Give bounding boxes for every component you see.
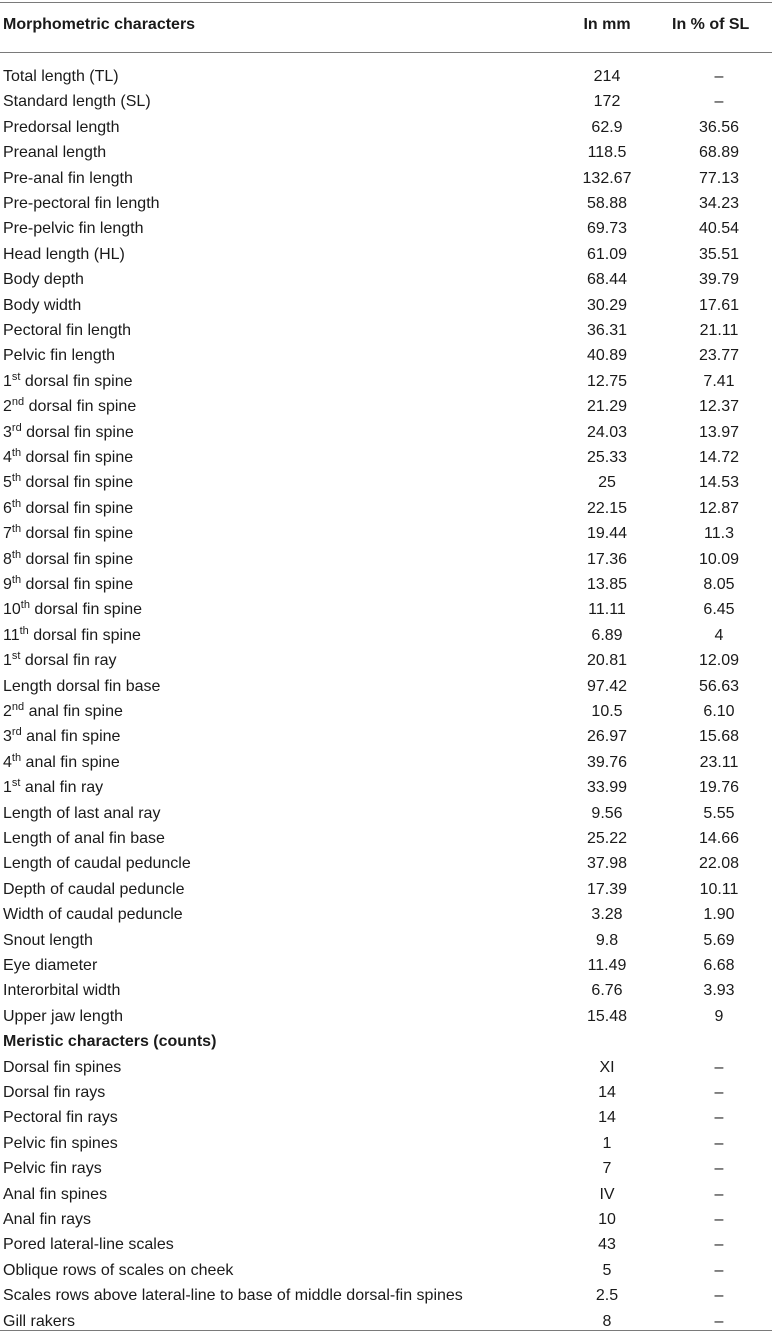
table-row bbox=[0, 470, 772, 495]
table-row bbox=[0, 521, 772, 546]
value-mm: 15.48 bbox=[586, 1007, 628, 1025]
value-pct-sl: 13.97 bbox=[698, 423, 740, 441]
ordinal-suffix: nd bbox=[11, 701, 25, 713]
ordinal-number: 2 bbox=[3, 703, 12, 720]
value-mm: 21.29 bbox=[586, 398, 628, 416]
label-text: dorsal fin spine bbox=[28, 626, 141, 644]
row-label: Eye diameter bbox=[3, 957, 98, 974]
value-pct-sl: 14.72 bbox=[698, 449, 740, 466]
value-pct-sl: 11.3 bbox=[704, 525, 734, 543]
value-pct-sl: – bbox=[714, 1109, 724, 1127]
label-text: dorsal fin spine bbox=[24, 398, 137, 416]
label-text: dorsal fin spine bbox=[21, 499, 134, 517]
label-text: dorsal fin spine bbox=[20, 372, 133, 390]
row-label bbox=[3, 597, 142, 622]
value-pct-sl: 1.90 bbox=[703, 906, 735, 924]
table-top-rule bbox=[0, 2, 772, 3]
row-label: Interorbital width bbox=[3, 982, 121, 1000]
row-label: Length dorsal fin base bbox=[3, 677, 161, 695]
value-pct-sl: 15.68 bbox=[698, 728, 740, 746]
value-pct-sl: 68.89 bbox=[698, 144, 740, 162]
table-row bbox=[0, 318, 772, 343]
value-pct-sl: – bbox=[714, 1287, 724, 1305]
table-row bbox=[0, 1004, 772, 1029]
row-label: Anal fin spines bbox=[3, 1185, 108, 1203]
label-text: dorsal fin spine bbox=[21, 525, 134, 543]
label-text: dorsal fin spine bbox=[21, 576, 134, 593]
ordinal-suffix: th bbox=[11, 548, 22, 561]
value-mm: 68.44 bbox=[586, 271, 628, 289]
value-mm: 6.89 bbox=[591, 626, 623, 644]
value-pct-sl: 35.51 bbox=[698, 245, 740, 263]
row-label bbox=[3, 750, 120, 775]
table-row bbox=[0, 1182, 772, 1207]
value-pct-sl: – bbox=[714, 1211, 724, 1228]
row-label: Pre-pelvic fin length bbox=[3, 220, 144, 238]
value-pct-sl: – bbox=[714, 1236, 724, 1254]
table-row bbox=[0, 902, 772, 927]
table-header-rule bbox=[0, 52, 772, 53]
value-pct-sl: 40.54 bbox=[698, 220, 740, 238]
ordinal-number: 8 bbox=[3, 550, 12, 568]
value-mm: 11.11 bbox=[588, 601, 626, 619]
ordinal-number: 5 bbox=[3, 474, 12, 492]
value-mm: 25 bbox=[598, 474, 616, 492]
value-mm: 17.36 bbox=[586, 550, 628, 568]
value-pct-sl: 5.69 bbox=[703, 931, 735, 949]
table-row bbox=[0, 140, 772, 165]
value-pct-sl: – bbox=[714, 1160, 724, 1178]
row-label bbox=[3, 445, 133, 470]
table-row bbox=[0, 547, 772, 572]
row-label: Pectoral fin rays bbox=[3, 1109, 118, 1127]
table-row bbox=[0, 978, 772, 1003]
row-label: Length of caudal peduncle bbox=[3, 855, 191, 873]
value-mm: 58.88 bbox=[586, 195, 628, 212]
label-text: dorsal fin spine bbox=[21, 449, 134, 466]
table-row bbox=[0, 750, 772, 775]
header-in-mm: In mm bbox=[583, 16, 631, 33]
ordinal-suffix: th bbox=[19, 624, 29, 637]
table-row bbox=[0, 1207, 772, 1232]
table-row bbox=[0, 1105, 772, 1130]
value-pct-sl: 12.37 bbox=[698, 398, 740, 416]
table-row bbox=[0, 877, 772, 902]
value-mm: 8 bbox=[602, 1312, 612, 1330]
table-row bbox=[0, 623, 772, 648]
row-label: Pelvic fin spines bbox=[3, 1134, 118, 1152]
row-label bbox=[3, 648, 117, 673]
value-pct-sl: 39.79 bbox=[698, 271, 740, 289]
label-text: anal fin spine bbox=[21, 728, 121, 746]
ordinal-suffix: st bbox=[11, 777, 21, 790]
row-label: Pre-anal fin length bbox=[3, 169, 133, 187]
ordinal-suffix: th bbox=[11, 574, 22, 586]
value-pct-sl: 17.61 bbox=[698, 296, 740, 314]
table-row bbox=[0, 445, 772, 470]
label-text: dorsal fin spine bbox=[21, 423, 134, 441]
table-row bbox=[0, 216, 772, 241]
value-pct-sl: 21.11 bbox=[699, 322, 739, 339]
table-row bbox=[0, 394, 772, 419]
row-label: Oblique rows of scales on cheek bbox=[3, 1261, 234, 1279]
label-text: dorsal fin ray bbox=[20, 652, 117, 670]
value-pct-sl: 14.66 bbox=[698, 830, 740, 847]
row-label: Width of caudal peduncle bbox=[3, 906, 183, 924]
row-label: Length of anal fin base bbox=[3, 830, 165, 847]
value-mm: 36.31 bbox=[586, 322, 628, 339]
row-label: Predorsal length bbox=[3, 118, 120, 136]
table-row bbox=[0, 1156, 772, 1181]
ordinal-number: 10 bbox=[3, 601, 21, 619]
value-mm: 5 bbox=[602, 1261, 612, 1279]
value-pct-sl: 77.13 bbox=[698, 169, 740, 187]
table-row bbox=[0, 648, 772, 673]
value-mm: 214 bbox=[593, 68, 621, 85]
value-mm: IV bbox=[599, 1185, 615, 1203]
value-pct-sl: 6.10 bbox=[703, 703, 735, 720]
row-label: Pelvic fin rays bbox=[3, 1160, 102, 1178]
value-pct-sl: – bbox=[714, 1185, 724, 1203]
ordinal-number: 7 bbox=[3, 525, 12, 543]
ordinal-number: 1 bbox=[3, 779, 12, 797]
row-label: Body width bbox=[3, 296, 82, 314]
value-mm: 12.75 bbox=[586, 372, 628, 390]
ordinal-number: 1 bbox=[3, 652, 12, 670]
row-label bbox=[3, 572, 133, 597]
value-pct-sl: 22.08 bbox=[698, 855, 740, 873]
value-pct-sl: 10.11 bbox=[699, 880, 739, 898]
ordinal-suffix: th bbox=[11, 497, 22, 510]
value-pct-sl: 23.11 bbox=[699, 753, 739, 771]
value-mm: 10 bbox=[598, 1211, 616, 1228]
table-row bbox=[0, 267, 772, 292]
ordinal-suffix: nd bbox=[11, 396, 25, 409]
value-mm: 118.5 bbox=[587, 144, 627, 162]
value-pct-sl: – bbox=[714, 68, 724, 85]
value-pct-sl: 6.45 bbox=[703, 601, 735, 619]
value-mm: 62.9 bbox=[591, 118, 623, 136]
row-label bbox=[3, 521, 133, 546]
table-row bbox=[0, 953, 772, 978]
value-mm: 37.98 bbox=[586, 855, 628, 873]
ordinal-number: 4 bbox=[3, 753, 12, 771]
value-pct-sl: 12.87 bbox=[698, 499, 740, 517]
row-label bbox=[3, 420, 134, 445]
ordinal-suffix: th bbox=[11, 472, 22, 485]
ordinal-number: 6 bbox=[3, 499, 12, 517]
ordinal-suffix: th bbox=[11, 447, 22, 459]
value-mm: 9.8 bbox=[595, 931, 619, 949]
row-label: Scales rows above lateral-line to base of middle dorsal-fin spines bbox=[3, 1287, 463, 1305]
row-label: Anal fin rays bbox=[3, 1211, 92, 1228]
table-row bbox=[0, 826, 772, 851]
value-mm: 1 bbox=[602, 1134, 612, 1152]
value-pct-sl: 12.09 bbox=[698, 652, 740, 670]
value-pct-sl: 5.55 bbox=[703, 804, 735, 822]
table-row bbox=[0, 572, 772, 597]
value-mm: 14 bbox=[598, 1109, 616, 1127]
row-label bbox=[3, 623, 141, 648]
value-pct-sl: 4 bbox=[714, 626, 724, 644]
ordinal-suffix: th bbox=[11, 523, 22, 536]
table-row bbox=[0, 64, 772, 89]
table-row bbox=[0, 420, 772, 445]
row-label bbox=[3, 724, 120, 749]
value-mm: 3.28 bbox=[591, 906, 623, 924]
row-label bbox=[3, 394, 136, 419]
ordinal-number: 3 bbox=[3, 423, 12, 441]
table-row bbox=[0, 1080, 772, 1105]
value-mm: 6.76 bbox=[591, 982, 623, 1000]
table-row bbox=[0, 496, 772, 521]
ordinal-suffix: st bbox=[11, 370, 21, 383]
table-row bbox=[0, 1258, 772, 1283]
row-label: Pre-pectoral fin length bbox=[3, 195, 160, 212]
table-row bbox=[0, 851, 772, 876]
ordinal-number: 11 bbox=[3, 626, 20, 644]
value-mm: 20.81 bbox=[586, 652, 628, 670]
value-mm: 33.99 bbox=[586, 779, 628, 797]
value-mm: 26.97 bbox=[586, 728, 628, 746]
row-label bbox=[3, 369, 133, 394]
value-pct-sl: 36.56 bbox=[698, 118, 740, 136]
table-row bbox=[0, 191, 772, 216]
value-mm: 97.42 bbox=[586, 677, 628, 695]
row-label: Standard length (SL) bbox=[3, 93, 151, 111]
table-row bbox=[0, 775, 772, 800]
value-mm: 22.15 bbox=[586, 499, 628, 517]
value-pct-sl: 23.77 bbox=[698, 347, 740, 365]
value-mm: 7 bbox=[602, 1160, 612, 1178]
table-row bbox=[0, 1055, 772, 1080]
meristic-section-header bbox=[0, 1029, 772, 1054]
section-title: Meristic characters (counts) bbox=[3, 1033, 217, 1051]
value-mm: 61.09 bbox=[586, 245, 628, 263]
ordinal-suffix: rd bbox=[11, 726, 22, 739]
ordinal-number: 2 bbox=[3, 398, 12, 416]
row-label bbox=[3, 547, 133, 572]
value-pct-sl: 3.93 bbox=[703, 982, 735, 1000]
value-pct-sl: – bbox=[714, 93, 724, 111]
row-label: Gill rakers bbox=[3, 1312, 76, 1330]
header-characters: Morphometric characters bbox=[3, 16, 196, 33]
label-text: anal fin spine bbox=[24, 703, 123, 720]
table-row bbox=[0, 699, 772, 724]
value-pct-sl: 8.05 bbox=[703, 576, 735, 593]
table-row bbox=[0, 1232, 772, 1257]
ordinal-suffix: rd bbox=[11, 421, 22, 434]
table-row bbox=[0, 724, 772, 749]
value-pct-sl: 7.41 bbox=[703, 372, 735, 390]
table-bottom-rule bbox=[0, 1330, 772, 1331]
row-label bbox=[3, 699, 123, 724]
row-label: Dorsal fin spines bbox=[3, 1058, 122, 1076]
value-mm: 25.22 bbox=[586, 830, 628, 847]
table-row bbox=[0, 343, 772, 368]
value-mm: 19.44 bbox=[586, 525, 628, 543]
value-pct-sl: 19.76 bbox=[698, 779, 740, 797]
value-mm: 40.89 bbox=[586, 347, 628, 365]
value-mm: 25.33 bbox=[586, 449, 628, 466]
row-label: Body depth bbox=[3, 271, 84, 289]
row-label bbox=[3, 470, 133, 495]
value-pct-sl: – bbox=[714, 1084, 724, 1101]
value-mm: 11.49 bbox=[587, 957, 627, 974]
row-label: Head length (HL) bbox=[3, 245, 125, 263]
value-mm: 13.85 bbox=[586, 576, 628, 593]
value-mm: 17.39 bbox=[586, 880, 628, 898]
ordinal-suffix: th bbox=[20, 599, 30, 612]
value-mm: 132.67 bbox=[582, 169, 632, 187]
value-pct-sl: – bbox=[714, 1312, 724, 1330]
table-row bbox=[0, 928, 772, 953]
table-row bbox=[0, 242, 772, 267]
value-mm: XI bbox=[599, 1058, 615, 1076]
table-row bbox=[0, 369, 772, 394]
table-row bbox=[0, 674, 772, 699]
value-mm: 39.76 bbox=[586, 753, 628, 771]
table-row bbox=[0, 293, 772, 318]
row-label: Total length (TL) bbox=[3, 68, 119, 85]
header-in-pct-sl: In % of SL bbox=[672, 16, 750, 33]
table-header-row bbox=[0, 10, 772, 40]
row-label: Length of last anal ray bbox=[3, 804, 161, 822]
ordinal-number: 1 bbox=[3, 372, 12, 390]
row-label bbox=[3, 775, 103, 800]
value-mm: 43 bbox=[598, 1236, 616, 1254]
table-row bbox=[0, 115, 772, 140]
value-pct-sl: – bbox=[714, 1134, 724, 1152]
row-label: Preanal length bbox=[3, 144, 107, 162]
value-mm: 24.03 bbox=[586, 423, 628, 441]
table-row bbox=[0, 89, 772, 114]
label-text: dorsal fin spine bbox=[21, 474, 134, 492]
row-label bbox=[3, 496, 133, 521]
row-label: Dorsal fin rays bbox=[3, 1084, 106, 1101]
table-row bbox=[0, 801, 772, 826]
value-mm: 172 bbox=[593, 93, 621, 111]
value-pct-sl: 6.68 bbox=[703, 957, 735, 974]
ordinal-suffix: st bbox=[11, 650, 21, 663]
value-pct-sl: 56.63 bbox=[698, 677, 740, 695]
value-pct-sl: 14.53 bbox=[698, 474, 740, 492]
value-mm: 2.5 bbox=[595, 1287, 619, 1305]
value-pct-sl: – bbox=[714, 1261, 724, 1279]
row-label: Depth of caudal peduncle bbox=[3, 880, 185, 898]
label-text: anal fin ray bbox=[20, 779, 104, 797]
value-mm: 14 bbox=[598, 1084, 616, 1101]
value-mm: 30.29 bbox=[586, 296, 628, 314]
value-pct-sl: 34.23 bbox=[698, 195, 740, 212]
value-mm: 9.56 bbox=[591, 804, 623, 822]
ordinal-number: 4 bbox=[3, 449, 12, 466]
value-mm: 10.5 bbox=[591, 703, 623, 720]
value-mm: 69.73 bbox=[586, 220, 628, 238]
ordinal-number: 9 bbox=[3, 576, 12, 593]
label-text: dorsal fin spine bbox=[29, 601, 143, 619]
label-text: dorsal fin spine bbox=[21, 550, 134, 568]
value-pct-sl: 9 bbox=[714, 1007, 724, 1025]
table-row bbox=[0, 1283, 772, 1308]
label-text: anal fin spine bbox=[21, 753, 120, 771]
value-pct-sl: 10.09 bbox=[698, 550, 740, 568]
row-label: Pectoral fin length bbox=[3, 322, 132, 339]
ordinal-number: 3 bbox=[3, 728, 12, 746]
table-row bbox=[0, 166, 772, 191]
table-row bbox=[0, 597, 772, 622]
row-label: Upper jaw length bbox=[3, 1007, 124, 1025]
table-row bbox=[0, 1131, 772, 1156]
ordinal-suffix: th bbox=[11, 751, 22, 764]
row-label: Snout length bbox=[3, 931, 93, 949]
value-pct-sl: – bbox=[714, 1058, 724, 1076]
row-label: Pelvic fin length bbox=[3, 347, 116, 365]
row-label: Pored lateral-line scales bbox=[3, 1236, 174, 1254]
